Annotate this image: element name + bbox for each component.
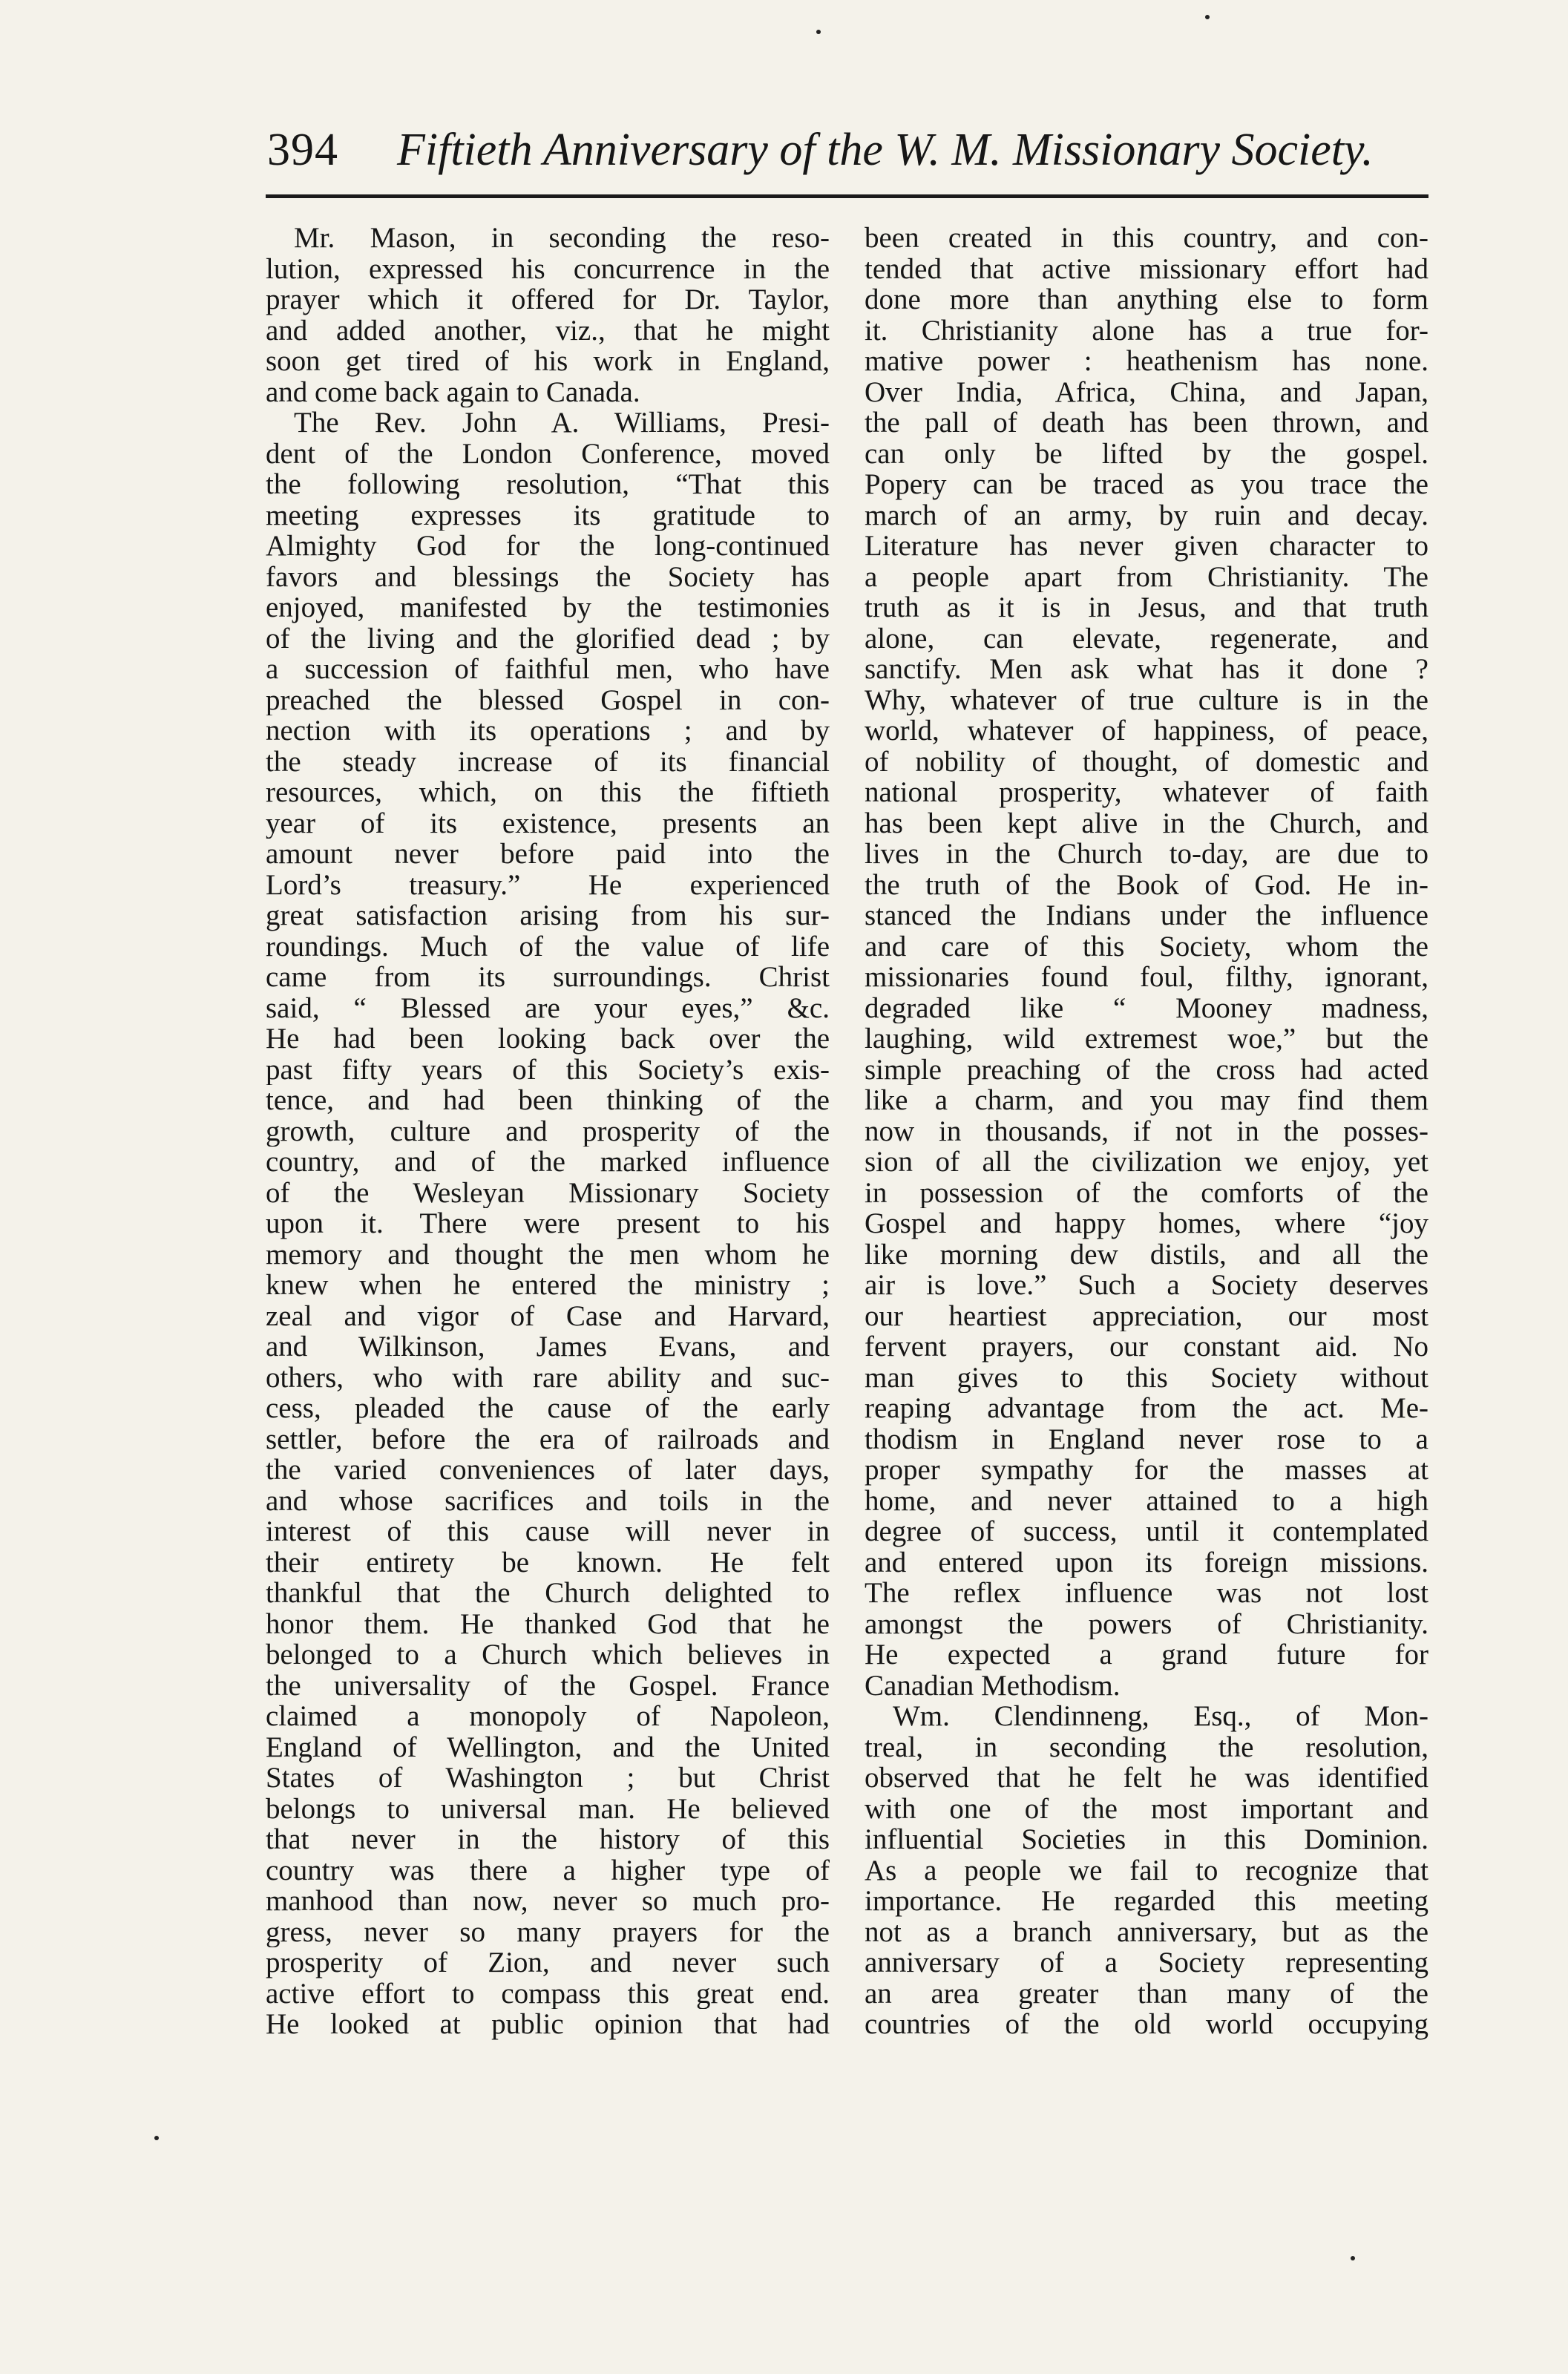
left-column-line: and come back again to Canada. (266, 376, 640, 407)
left-column-line: prosperity of Zion, and never such (266, 1947, 830, 1978)
right-column-line: tended that active missionary effort had (865, 253, 1428, 284)
left-column-line: roundings. Much of the value of life (266, 931, 830, 962)
right-column-line: like a charm, and you may find them (865, 1085, 1428, 1116)
right-column-line: fervent prayers, our constant aid. No (865, 1331, 1428, 1363)
right-column-line: As a people we fail to recognize that (865, 1855, 1428, 1886)
right-column-line: Wm. Clendinneng, Esq., of Mon- (893, 1701, 1428, 1732)
right-column-line: truth as it is in Jesus, and that truth (865, 592, 1428, 623)
left-column-line: active effort to compass this great end. (266, 1978, 830, 2009)
right-column-line: treal, in seconding the resolution, (865, 1731, 1428, 1763)
right-column-line: thodism in England never rose to a (865, 1423, 1428, 1455)
right-column-line: of nobility of thought, of domestic and (865, 746, 1428, 777)
left-column-line: Mr. Mason, in seconding the reso- (294, 223, 830, 254)
right-column-line: and entered upon its foreign missions. (865, 1547, 1428, 1578)
left-column-line: preached the blessed Gospel in con- (266, 684, 830, 715)
right-column-line: man gives to this Society without (865, 1362, 1428, 1393)
left-column-line: He looked at public opinion that had (266, 2009, 830, 2040)
right-column-line: and care of this Society, whom the (865, 931, 1428, 962)
right-column-line: Popery can be traced as you trace the (865, 469, 1428, 500)
left-column-line: knew when he entered the ministry ; (266, 1270, 830, 1301)
left-column-line: of the living and the glorified dead ; by (266, 623, 830, 654)
left-column-line: country, and of the marked influence (266, 1147, 830, 1178)
left-column-line: interest of this cause will never in (266, 1516, 830, 1547)
left-column-line: Lord’s treasury.” He experienced (266, 869, 830, 900)
left-column-line: manhood than now, never so much pro- (266, 1886, 830, 1917)
right-column-line: importance. He regarded this meeting (865, 1886, 1428, 1917)
left-column-line: meeting expresses its gratitude to (266, 499, 830, 531)
header-rule (266, 194, 1428, 198)
left-column-line: a succession of faithful men, who have (266, 654, 830, 685)
right-column-line: it. Christianity alone has a true for- (865, 315, 1428, 346)
left-column-line: came from its surroundings. Christ (266, 962, 830, 993)
left-column (266, 223, 830, 2040)
right-column-line: simple preaching of the cross had acted (865, 1054, 1428, 1085)
left-column-line: England of Wellington, and the United (266, 1731, 830, 1763)
right-column-line: mative power : heathenism has none. (865, 346, 1428, 377)
left-column-line: enjoyed, manifested by the testimonies (266, 592, 830, 623)
right-column-line: been created in this country, and con- (865, 223, 1428, 254)
left-column-line: of the Wesleyan Missionary Society (266, 1177, 830, 1208)
left-column-line: the universality of the Gospel. France (266, 1670, 830, 1701)
left-column-line: upon it. There were present to his (266, 1208, 830, 1239)
left-column-line: resources, which, on this the fiftieth (266, 777, 830, 808)
left-column-line: Almighty God for the long-continued (266, 531, 830, 562)
right-column-line: the truth of the Book of God. He in- (865, 869, 1428, 900)
right-column-line: Literature has never given character to (865, 531, 1428, 562)
right-column-line: home, and never attained to a high (865, 1485, 1428, 1516)
right-column-line: a people apart from Christianity. The (865, 561, 1428, 592)
left-column-line: dent of the London Conference, moved (266, 438, 830, 469)
right-column-line: The reflex influence was not lost (865, 1578, 1428, 1609)
right-column-line: not as a branch anniversary, but as the (865, 1916, 1428, 1947)
right-column-line: degraded like “ Mooney madness, (865, 992, 1428, 1023)
left-column-line: States of Washington ; but Christ (266, 1763, 830, 1794)
left-column-line: He had been looking back over the (266, 1023, 830, 1055)
left-column-line: and Wilkinson, James Evans, and (266, 1331, 830, 1363)
right-column-line: anniversary of a Society representing (865, 1947, 1428, 1978)
right-column-line: sion of all the civilization we enjoy, yet (865, 1147, 1428, 1178)
left-column-line: amount never before paid into the (266, 839, 830, 870)
left-column-line: claimed a monopoly of Napoleon, (266, 1701, 830, 1732)
left-column-line: cess, pleaded the cause of the early (266, 1393, 830, 1424)
left-column-line: soon get tired of his work in England, (266, 346, 830, 377)
right-column-line: has been kept alive in the Church, and (865, 807, 1428, 839)
left-column-line: The Rev. John A. Williams, Presi- (294, 407, 830, 439)
right-column-line: He expected a grand future for (865, 1639, 1428, 1670)
right-column-line: observed that he felt he was identified (865, 1763, 1428, 1794)
right-column-line: sanctify. Men ask what has it done ? (865, 654, 1428, 685)
right-column-line: Over India, Africa, China, and Japan, (865, 376, 1428, 407)
left-column-line: thankful that the Church delighted to (266, 1578, 830, 1609)
right-column-line: in possession of the comforts of the (865, 1177, 1428, 1208)
left-column-line: settler, before the era of railroads and (266, 1423, 830, 1455)
left-column-line: others, who with rare ability and suc- (266, 1362, 830, 1393)
right-column-line: stanced the Indians under the influence (865, 900, 1428, 931)
right-column-line: world, whatever of happiness, of peace, (865, 715, 1428, 747)
right-column-line: proper sympathy for the masses at (865, 1455, 1428, 1486)
left-column-line: gress, never so many prayers for the (266, 1916, 830, 1947)
scan-speck (154, 2136, 159, 2140)
left-column-line: past fifty years of this Society’s exis- (266, 1054, 830, 1085)
right-column-line: alone, can elevate, regenerate, and (865, 623, 1428, 654)
right-column-line: done more than anything else to form (865, 284, 1428, 315)
right-column (865, 223, 1428, 2040)
scan-speck (1351, 2256, 1355, 2260)
left-column-line: and whose sacrifices and toils in the (266, 1485, 830, 1516)
right-column-line: like morning dew distils, and all the (865, 1239, 1428, 1270)
right-column-line: can only be lifted by the gospel. (865, 438, 1428, 469)
left-column-line: memory and thought the men whom he (266, 1239, 830, 1270)
left-column-line: year of its existence, presents an (266, 807, 830, 839)
right-column-line: countries of the old world occupying (865, 2009, 1428, 2040)
left-column-line: tence, and had been thinking of the (266, 1085, 830, 1116)
left-column-line: lution, expressed his concurrence in the (266, 253, 830, 284)
left-column-line: the varied conveniences of later days, (266, 1455, 830, 1486)
left-column-line: belongs to universal man. He believed (266, 1793, 830, 1824)
left-column-line: that never in the history of this (266, 1824, 830, 1855)
page-header (267, 113, 1425, 187)
scan-speck (1205, 15, 1210, 19)
left-column-line: and added another, viz., that he might (266, 315, 830, 346)
right-column-line: degree of success, until it contemplated (865, 1516, 1428, 1547)
right-column-line: march of an army, by ruin and decay. (865, 499, 1428, 531)
right-column-line: laughing, wild extremest woe,” but the (865, 1023, 1428, 1055)
left-column-line: prayer which it offered for Dr. Taylor, (266, 284, 830, 315)
right-column-line: Gospel and happy homes, where “joy (865, 1208, 1428, 1239)
left-column-line: said, “ Blessed are your eyes,” &c. (266, 992, 830, 1023)
left-column-line: favors and blessings the Society has (266, 561, 830, 592)
right-column-line: with one of the most important and (865, 1793, 1428, 1824)
left-column-line: country was there a higher type of (266, 1855, 830, 1886)
right-column-line: lives in the Church to-day, are due to (865, 839, 1428, 870)
right-column-line: now in thousands, if not in the posses- (865, 1115, 1428, 1147)
left-column-line: their entirety be known. He felt (266, 1547, 830, 1578)
right-column-line: the pall of death has been thrown, and (865, 407, 1428, 439)
right-column-line: air is love.” Such a Society deserves (865, 1270, 1428, 1301)
left-column-line: zeal and vigor of Case and Harvard, (266, 1300, 830, 1331)
scan-speck (816, 30, 821, 34)
right-column-line: missionaries found foul, filthy, ignorant, (865, 962, 1428, 993)
right-column-line: Canadian Methodism. (865, 1670, 1121, 1701)
right-column-line: influential Societies in this Dominion. (865, 1824, 1428, 1855)
running-title: Fiftieth Anniversary of the W. M. Missionary Society. (397, 125, 1374, 175)
left-column-line: the steady increase of its financial (266, 746, 830, 777)
right-column-line: Why, whatever of true culture is in the (865, 684, 1428, 715)
left-column-line: honor them. He thanked God that he (266, 1608, 830, 1639)
left-column-line: belonged to a Church which believes in (266, 1639, 830, 1670)
right-column-line: amongst the powers of Christianity. (865, 1608, 1428, 1639)
right-column-line: reaping advantage from the act. Me- (865, 1393, 1428, 1424)
left-column-line: growth, culture and prosperity of the (266, 1115, 830, 1147)
left-column-line: the following resolution, “That this (266, 469, 830, 500)
right-column-line: our heartiest appreciation, our most (865, 1300, 1428, 1331)
page-number: 394 (267, 125, 338, 175)
left-column-line: great satisfaction arising from his sur- (266, 900, 830, 931)
right-column-line: national prosperity, whatever of faith (865, 777, 1428, 808)
left-column-line: nection with its operations ; and by (266, 715, 830, 747)
right-column-line: an area greater than many of the (865, 1978, 1428, 2009)
